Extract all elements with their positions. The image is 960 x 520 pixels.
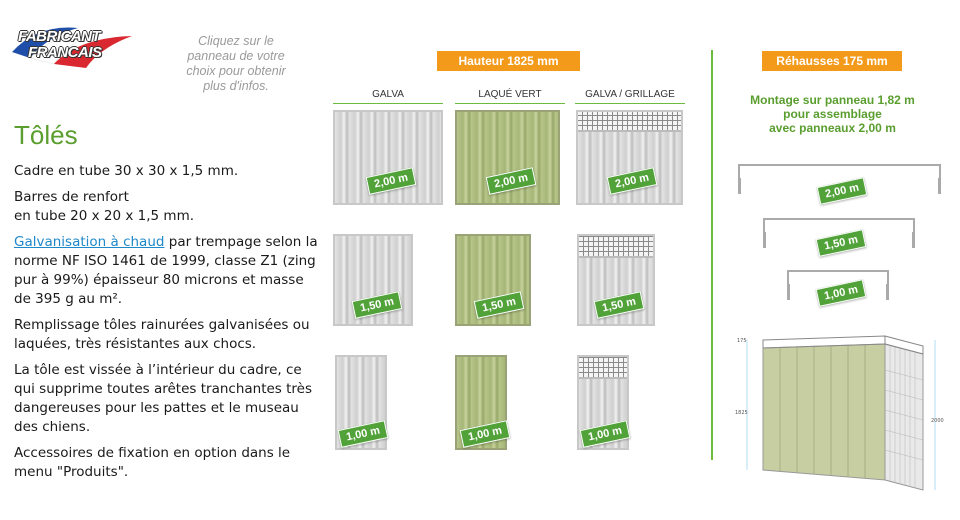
desc-screw: La tôle est vissée à l’intérieur du cadre, ce qui supprime toutes arêtes tranchantes très dangereuses pour les pattes et le museau des chiens. [14,362,313,435]
rehausse-150[interactable] [763,218,915,253]
galvanisation-link[interactable]: Galvanisation à chaud [14,234,165,250]
montage-line-1: Montage sur panneau 1,82 m [750,93,915,107]
size-tag: 2,00 m [486,167,537,195]
desc-fill: Remplissage tôles rainurées galvanisées ou laquées, très résistantes aux chocs. [14,317,310,352]
desc-galva [14,233,324,309]
kennel-assembly-illustration[interactable] [735,330,945,500]
page-title: Tôlés [14,120,78,150]
size-tag: 1,50 m [474,291,525,319]
fabricant-francais-logo [8,18,136,70]
desc-galva-rest: par trempage selon la norme NF ISO 1461 de 1999, classe Z1 (zing pur à 99%) épaisseur 80 microns et masse de 395 g au m². [14,234,318,307]
logo-line-1: FABRICANT [18,28,101,45]
montage-line-2: pour assemblage [783,107,882,121]
panel-laque-200[interactable] [455,110,560,205]
desc-bars-2: en tube 20 x 20 x 1,5 mm. [14,208,195,224]
rehausse-100[interactable] [787,270,889,303]
rehausse-size-tag: 2,00 m [817,177,868,205]
hauteur-header: Hauteur 1825 mm [437,51,580,71]
size-tag: 2,00 m [607,167,658,195]
size-tag: 1,50 m [594,291,645,319]
rehausse-200[interactable] [738,164,941,201]
size-tag: 2,00 m [366,167,417,195]
size-tag: 1,50 m [352,291,403,319]
rail-leg [912,232,915,248]
column-laque-vert: LAQUÉ VERT [455,89,565,104]
section-divider [711,50,713,460]
column-galva-grillage: GALVA / GRILLAGE [575,89,685,104]
size-tag: 1,00 m [580,420,631,448]
column-galva: GALVA [333,89,443,104]
dim-left-label: 1825 [735,410,748,416]
panel-galva-100[interactable] [335,355,387,450]
panel-grillage-150[interactable] [577,234,655,326]
desc-bars [14,188,324,226]
desc-bars-1: Barres de renfort [14,189,129,205]
rehausse-size-tag: 1,50 m [816,229,867,257]
description [14,162,324,489]
panel-grillage-200[interactable] [576,110,683,205]
rail-leg [938,178,941,194]
size-tag: 1,00 m [338,420,389,448]
rail-leg [787,284,790,300]
mesh-section [579,357,627,379]
montage-info [745,93,920,135]
panel-laque-100[interactable] [455,355,507,450]
dim-top-label: 175 [737,338,747,344]
rehausse-size-tag: 1,00 m [816,279,867,307]
montage-line-3: avec panneaux 2,00 m [769,121,896,135]
mesh-section [579,236,653,258]
panel-laque-150[interactable] [455,234,531,326]
rail-leg [886,284,889,300]
rehausses-header: Réhausses 175 mm [762,51,902,71]
rail-leg [738,178,741,194]
dim-right-label: 2000 [931,418,944,424]
desc-frame: Cadre en tube 30 x 30 x 1,5 mm. [14,163,239,179]
click-hint: Cliquez sur le panneau de votre choix pour obtenir plus d'infos. [186,34,286,93]
panel-grillage-100[interactable] [577,355,629,450]
panel-galva-150[interactable] [333,234,413,326]
rail-leg [763,232,766,248]
mesh-section [578,112,681,132]
desc-accessories: Accessoires de fixation en option dans le menu "Produits". [14,445,291,480]
panel-galva-200[interactable] [333,110,443,205]
size-tag: 1,00 m [460,420,511,448]
logo-line-2: FRANCAIS [28,44,102,61]
